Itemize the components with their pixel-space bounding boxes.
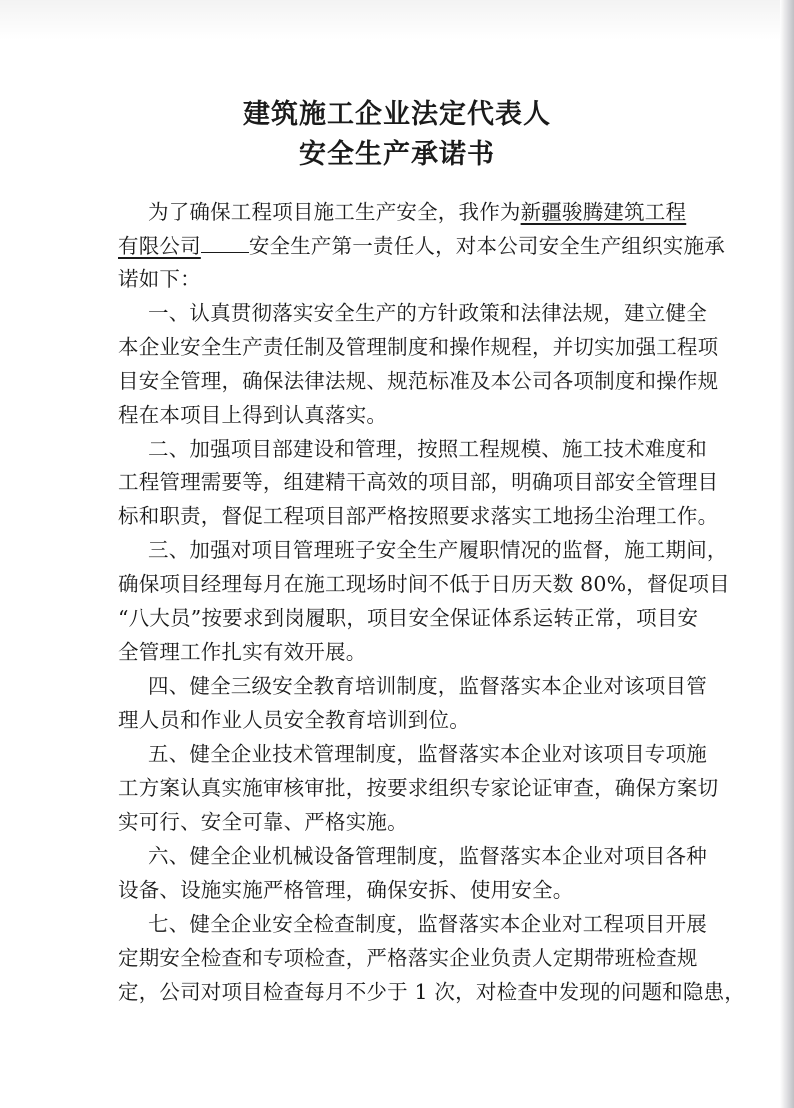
clause-3-line: 三、加强对项目管理班子安全生产履职情况的监督，施工期间， xyxy=(148,538,728,562)
clause-5-line: 工方案认真实施审核审批，按要求组织专家论证审查，确保方案切 xyxy=(118,776,719,800)
clause-3-line: 全管理工作扎实有效开展。 xyxy=(118,640,367,664)
intro-line-1 xyxy=(148,200,718,224)
clause-2-line: 标和职责，督促工程项目部严格按照要求落实工地扬尘治理工作。 xyxy=(118,504,719,528)
company-name-part-2: 有限公司 xyxy=(118,234,201,258)
intro-line-2 xyxy=(118,234,725,258)
document-title-line-2: 安全生产承诺书 xyxy=(299,139,495,170)
company-name-part-1: 新疆骏腾建筑工程 xyxy=(520,200,687,224)
clause-6-line: 设备、设施实施严格管理，确保安拆、使用安全。 xyxy=(118,878,574,902)
clause-7-line: 七、健全企业安全检查制度，监督落实本企业对工程项目开展 xyxy=(148,912,707,936)
clause-1-line: 一、认真贯彻落实安全生产的方针政策和法律法规，建立健全 xyxy=(148,301,707,325)
underline-blank xyxy=(201,234,249,253)
intro-prefix: 为了确保工程项目施工生产安全，我作为 xyxy=(148,200,521,224)
clause-2-line: 二、加强项目部建设和管理，按照工程规模、施工技术难度和 xyxy=(148,437,707,461)
clause-6-line: 六、健全企业机械设备管理制度，监督落实本企业对项目各种 xyxy=(148,844,707,868)
clause-1-line: 目安全管理，确保法律法规、规范标准及本公司各项制度和操作规 xyxy=(118,369,719,393)
clause-1-line: 程在本项目上得到认真落实。 xyxy=(118,403,388,427)
clause-2-line: 工程管理需要等，组建精干高效的项目部，明确项目部安全管理目 xyxy=(118,470,719,494)
intro-suffix: 安全生产第一责任人，对本公司安全生产组织实施承 xyxy=(248,234,725,258)
clause-3-line: “八大员”按要求到岗履职，项目安全保证体系运转正常，项目安 xyxy=(118,606,699,630)
intro-line-3: 诺如下： xyxy=(118,267,201,291)
clause-3-line: 确保项目经理每月在施工现场时间不低于日历天数 80%，督促项目 xyxy=(118,572,730,596)
scan-shading-top xyxy=(0,0,794,40)
document-title-line-1: 建筑施工企业法定代表人 xyxy=(243,99,551,130)
clause-5-line: 实可行、安全可靠、严格实施。 xyxy=(118,810,408,834)
clause-7-line: 定期安全检查和专项检查，严格落实企业负责人定期带班检查规 xyxy=(118,946,698,970)
clause-1-line: 本企业安全生产责任制及管理制度和操作规程，并切实加强工程项 xyxy=(118,335,719,359)
clause-5-line: 五、健全企业技术管理制度，监督落实本企业对该项目专项施 xyxy=(148,742,707,766)
clause-4-line: 理人员和作业人员安全教育培训到位。 xyxy=(118,708,470,732)
clause-4-line: 四、健全三级安全教育培训制度，监督落实本企业对该项目管 xyxy=(148,674,707,698)
clause-7-line: 定，公司对项目检查每月不少于 1 次，对检查中发现的问题和隐患， xyxy=(118,980,745,1004)
